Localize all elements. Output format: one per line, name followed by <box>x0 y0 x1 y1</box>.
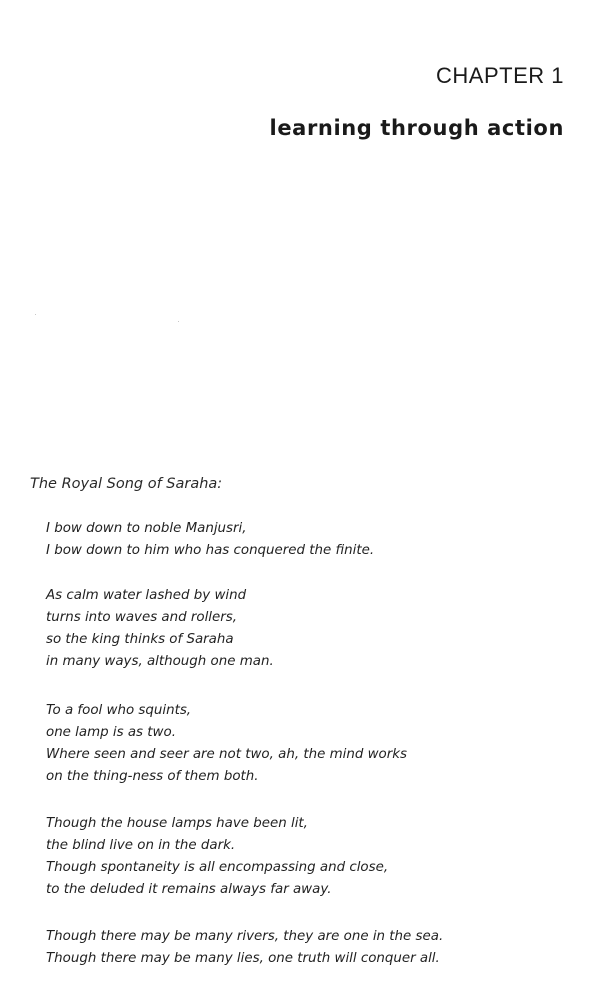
stanza <box>46 585 274 673</box>
verse-line: Though there may be many lies, one truth will conquer all. <box>46 951 440 966</box>
verse-line: so the king thinks of Saraha <box>46 632 234 647</box>
verse-line: Where seen and seer are not two, ah, the mind works <box>46 747 407 762</box>
verse-line: one lamp is as two. <box>46 725 176 740</box>
verse-line: Though the house lamps have been lit, <box>46 816 308 831</box>
verse-line: As calm water lashed by wind <box>46 588 247 603</box>
scan-speck <box>35 314 36 315</box>
verse-line: on the thing-ness of them both. <box>46 769 259 784</box>
verse-line: to the deluded it remains always far away. <box>46 882 332 897</box>
stanza <box>46 926 443 970</box>
stanza <box>46 700 407 788</box>
verse-line: turns into waves and rollers, <box>46 610 237 625</box>
verse-line: To a fool who squints, <box>46 703 192 718</box>
verse-line: I bow down to him who has conquered the finite. <box>46 543 375 558</box>
verse-line: the blind live on in the dark. <box>46 838 236 853</box>
scan-speck <box>178 321 179 322</box>
stanza <box>46 518 374 562</box>
chapter-title: learning through action <box>269 116 564 140</box>
stanza <box>46 813 388 901</box>
chapter-label: CHAPTER 1 <box>436 63 564 88</box>
song-title: The Royal Song of Saraha: <box>30 476 223 492</box>
verse-line: I bow down to noble Manjusri, <box>46 521 247 536</box>
verse-line: Though spontaneity is all encompassing and close, <box>46 860 389 875</box>
verse-line: in many ways, although one man. <box>46 654 274 669</box>
verse-line: Though there may be many rivers, they are one in the sea. <box>46 929 444 944</box>
